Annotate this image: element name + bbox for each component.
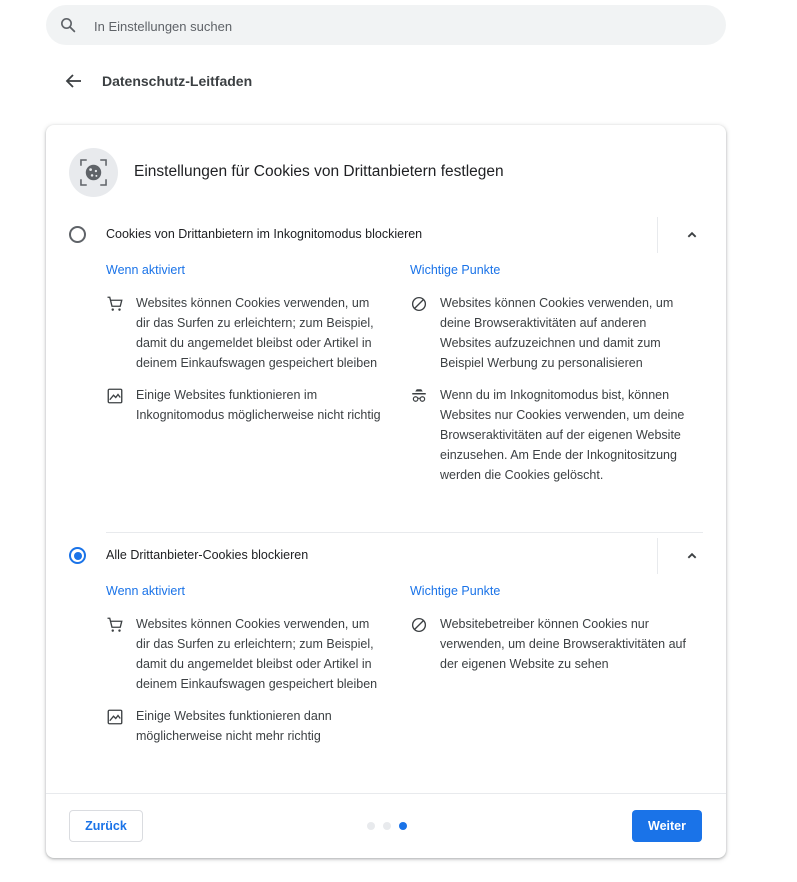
- list-item: [410, 385, 690, 485]
- search-input[interactable]: [92, 5, 696, 47]
- block-icon: [410, 295, 428, 313]
- list-item: [410, 293, 690, 373]
- item-text: Websites können Cookies verwenden, um dir das Surfen zu erleichtern; zum Beispiel, damit du angemeldet bleibst oder Artikel in deinem Einkaufswagen gespeichert bleiben: [136, 296, 378, 370]
- back-arrow-icon[interactable]: [62, 69, 86, 93]
- list-item: [106, 614, 386, 694]
- option-label[interactable]: Cookies von Drittanbietern im Inkognitomodus blockieren: [106, 227, 423, 241]
- broken-image-icon: [106, 387, 124, 405]
- item-text: Einige Websites funktionieren dann möglicherweise nicht mehr richtig: [136, 709, 332, 743]
- next-button[interactable]: Weiter: [632, 810, 702, 842]
- radio-block-all[interactable]: [69, 547, 86, 564]
- list-item: [410, 614, 690, 674]
- item-text: Websitebetreiber können Cookies nur verwenden, um deine Browseraktivitäten auf der eigenen Website zu sehen: [440, 617, 686, 671]
- item-text: Websites können Cookies verwenden, um dir das Surfen zu erleichtern; zum Beispiel, damit du angemeldet bleibst oder Artikel in deinem Einkaufswagen gespeichert bleiben: [136, 617, 378, 691]
- broken-image-icon: [106, 708, 124, 726]
- block-icon: [410, 616, 428, 634]
- item-text: Websites können Cookies verwenden, um deine Browseraktivitäten auf anderen Websites aufzuzeichnen und damit zum Beispiel Werbung zu personalisieren: [440, 296, 674, 370]
- incognito-icon: [410, 387, 428, 405]
- cookies-guide-card: [46, 125, 726, 858]
- step-dot: [367, 822, 375, 830]
- when-enabled-column: [106, 584, 396, 758]
- item-text: Einige Websites funktionieren im Inkognitomodus möglicherweise nicht richtig: [136, 388, 381, 422]
- page-header: [62, 66, 462, 96]
- step-dot-current: [399, 822, 407, 830]
- cart-icon: [106, 616, 124, 634]
- settings-search-bar[interactable]: [46, 5, 726, 45]
- when-enabled-heading: Wenn aktiviert: [106, 263, 185, 277]
- divider: [657, 217, 658, 253]
- chevron-up-icon[interactable]: [681, 545, 703, 567]
- list-item: [106, 293, 386, 373]
- key-points-column: [410, 584, 700, 686]
- card-footer: [46, 793, 726, 859]
- option-header[interactable]: [46, 538, 726, 574]
- chevron-up-icon[interactable]: [681, 224, 703, 246]
- when-enabled-column: [106, 263, 396, 437]
- key-points-heading: Wichtige Punkte: [410, 263, 501, 277]
- list-item: [106, 385, 386, 425]
- option-divider: [106, 532, 703, 533]
- option-block-incognito: [46, 217, 726, 535]
- item-text: Wenn du im Inkognitomodus bist, können Websites nur Cookies verwenden, um deine Browseraktivitäten auf der eigenen Website einzusehen. Am Ende der Inkognitositzung werden die Cookies gelöscht.: [440, 388, 685, 482]
- step-dot: [383, 822, 391, 830]
- key-points-heading: Wichtige Punkte: [410, 584, 501, 598]
- card-title: Einstellungen für Cookies von Drittanbietern festlegen: [134, 163, 504, 180]
- step-indicator: [367, 822, 411, 830]
- key-points-column: [410, 263, 700, 497]
- radio-block-incognito[interactable]: [69, 226, 86, 243]
- back-button[interactable]: Zurück: [69, 810, 143, 842]
- list-item: [106, 706, 386, 746]
- search-icon: [59, 16, 77, 34]
- option-block-all: [46, 538, 726, 793]
- cart-icon: [106, 295, 124, 313]
- when-enabled-heading: Wenn aktiviert: [106, 584, 185, 598]
- divider: [657, 538, 658, 574]
- cookie-icon: [69, 148, 118, 197]
- option-label[interactable]: Alle Drittanbieter-Cookies blockieren: [106, 548, 309, 562]
- option-header[interactable]: [46, 217, 726, 253]
- page-title: Datenschutz-Leitfaden: [102, 73, 253, 89]
